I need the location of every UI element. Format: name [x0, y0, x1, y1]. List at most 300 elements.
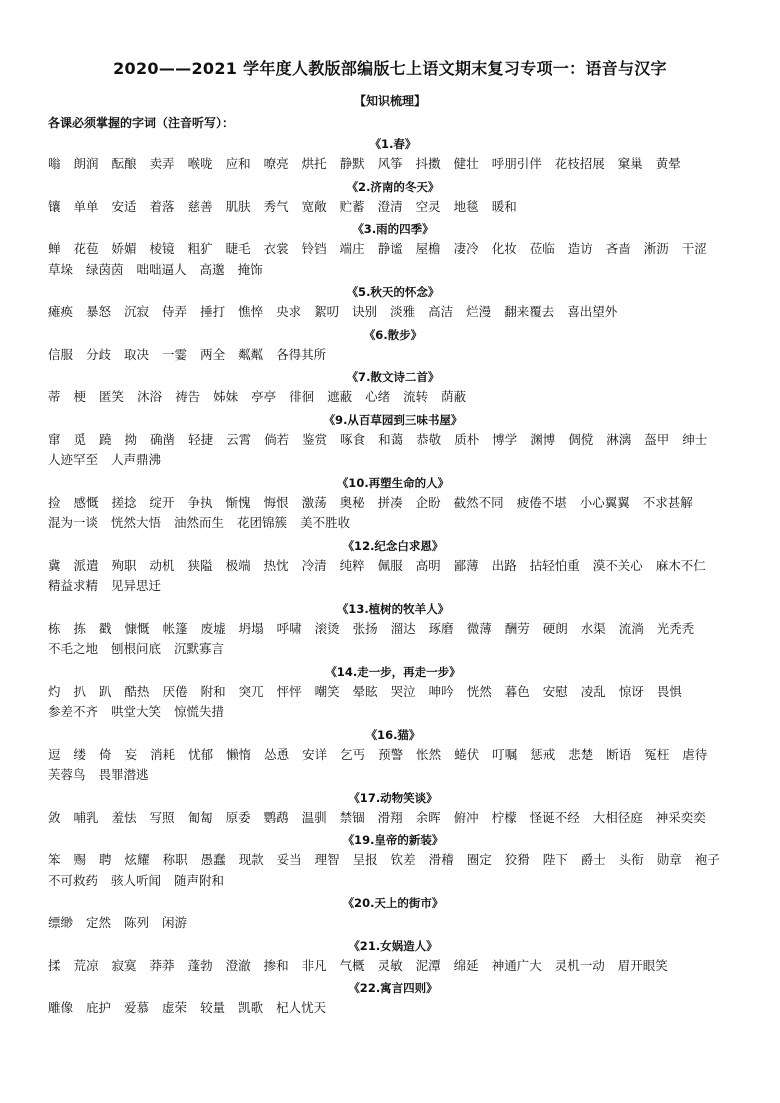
lesson-section [48, 830, 738, 891]
vocab-word: 企盼 [415, 494, 441, 510]
vocab-word: 愚蠢 [200, 852, 226, 867]
vocab-word: 粼粼 [238, 346, 264, 362]
vocab-word: 安适 [111, 198, 137, 214]
vocab-word: 肌肤 [225, 198, 251, 214]
vocab-word: 蒂 [48, 389, 61, 404]
vocab-word: 陛下 [542, 852, 568, 867]
vocab-word: 称职 [162, 852, 188, 867]
vocab-word: 淡雅 [390, 304, 416, 319]
word-list [48, 998, 738, 1019]
vocab-word: 闲游 [162, 915, 188, 930]
word-list [48, 619, 738, 660]
vocab-word: 钦差 [390, 852, 416, 867]
vocab-word: 滑稽 [428, 852, 454, 867]
vocab-word: 着落 [149, 198, 175, 214]
vocab-word: 凯歌 [238, 1000, 264, 1015]
vocab-word: 刨根问底 [111, 641, 162, 656]
vocab-word: 咄咄逼人 [136, 261, 187, 277]
vocab-word: 不可救药 [48, 872, 99, 888]
vocab-word: 掩饰 [237, 261, 263, 277]
lesson-section [48, 536, 738, 597]
vocab-word: 嘲笑 [314, 683, 340, 699]
vocab-word: 棱镜 [149, 241, 175, 256]
vocab-word: 花枝招展 [554, 156, 605, 171]
word-list [48, 239, 738, 280]
lesson-section [48, 282, 738, 323]
vocab-word: 精益求精 [48, 578, 99, 593]
vocab-word: 懒惰 [226, 746, 252, 762]
vocab-word: 花团锦簇 [237, 515, 288, 530]
vocab-word: 倜傥 [568, 431, 594, 447]
vocab-word: 扒 [73, 683, 87, 699]
vocab-word: 狡猾 [504, 852, 530, 867]
vocab-word: 坍塌 [238, 620, 264, 636]
lesson-section [48, 978, 738, 1019]
vocab-word: 缥缈 [48, 915, 74, 930]
vocab-word: 一霎 [162, 346, 188, 362]
vocab-word: 央求 [276, 304, 302, 319]
vocab-word: 揉 [48, 957, 61, 973]
vocab-word: 睫毛 [225, 241, 251, 256]
vocab-word: 酷热 [124, 683, 150, 699]
vocab-word: 化妆 [491, 241, 517, 256]
vocab-word: 灵敏 [377, 957, 403, 973]
vocab-word: 厌倦 [162, 683, 188, 699]
vocab-word: 狭隘 [187, 557, 213, 573]
vocab-word: 暴怒 [86, 304, 112, 319]
vocab-word: 虐待 [682, 746, 708, 762]
vocab-word: 卖弄 [149, 156, 175, 171]
vocab-word: 抖擞 [415, 156, 441, 171]
vocab-word: 宽敞 [301, 198, 327, 214]
word-list [48, 956, 738, 977]
vocab-word: 健壮 [453, 156, 479, 171]
vocab-word: 妄 [124, 746, 138, 762]
vocab-word: 心绪 [365, 389, 391, 404]
vocab-word: 和蔼 [378, 431, 404, 447]
lesson-section [48, 367, 738, 408]
intro-text: 各课必须掌握的字词（注音听写）： [48, 116, 235, 130]
vocab-word: 绵延 [453, 957, 479, 973]
vocab-word: 雕像 [48, 1000, 74, 1015]
vocab-word: 感慨 [73, 494, 99, 510]
vocab-word: 酝酿 [111, 156, 137, 171]
vocab-word: 沉寂 [124, 304, 150, 319]
vocab-word: 水渠 [580, 620, 606, 636]
lesson-section [48, 410, 738, 471]
vocab-word: 冷清 [301, 557, 327, 573]
vocab-word: 逗 [48, 746, 61, 762]
vocab-word: 殉职 [111, 557, 137, 573]
vocab-word: 人声鼎沸 [111, 452, 162, 467]
vocab-word: 呼朋引伴 [491, 156, 542, 171]
vocab-word: 鄙薄 [453, 557, 479, 573]
lesson-heading: 《7.散文诗二首》 [346, 370, 440, 384]
vocab-word: 沐浴 [137, 389, 163, 404]
vocab-word: 神通广大 [491, 957, 542, 973]
vocab-word: 断语 [606, 746, 632, 762]
vocab-word: 侍弄 [162, 304, 188, 319]
vocab-word: 黄晕 [655, 156, 681, 171]
lesson-heading: 《13.植树的牧羊人》 [336, 601, 450, 616]
vocab-word: 恍然 [466, 683, 492, 699]
vocab-word: 硬朗 [542, 620, 568, 636]
vocab-word: 暮色 [504, 683, 530, 699]
word-list [48, 493, 738, 534]
vocab-word: 静谧 [377, 241, 403, 256]
vocab-word: 光秃秃 [656, 620, 695, 636]
vocab-word: 晕眩 [352, 683, 378, 699]
word-list [48, 345, 738, 366]
vocab-word: 爱慕 [124, 1000, 150, 1015]
vocab-word: 造访 [567, 241, 593, 256]
vocab-word: 诀别 [352, 304, 378, 319]
vocab-word: 粗犷 [187, 241, 213, 256]
vocab-word: 不毛之地 [48, 641, 99, 656]
vocab-word: 奥秘 [339, 494, 365, 510]
vocab-word: 妥当 [276, 852, 302, 867]
vocab-word: 掺和 [263, 957, 289, 973]
vocab-word: 酬劳 [504, 620, 530, 636]
vocab-word: 绅士 [682, 431, 708, 447]
vocab-word: 端庄 [339, 241, 365, 256]
vocab-word: 单单 [73, 198, 99, 214]
vocab-word: 屋檐 [415, 241, 441, 256]
vocab-word: 激荡 [301, 494, 327, 510]
vocab-word: 慷慨 [124, 620, 150, 636]
vocab-word: 地毯 [453, 198, 479, 214]
vocab-word: 镶 [48, 198, 61, 214]
lesson-section [48, 599, 738, 660]
vocab-word: 消耗 [150, 746, 176, 762]
vocab-word: 云霄 [226, 431, 252, 447]
lesson-section [48, 473, 738, 534]
vocab-word: 见异思迁 [111, 578, 162, 593]
vocab-word: 预警 [378, 746, 404, 762]
vocab-word: 祷告 [175, 389, 201, 404]
vocab-word: 聘 [99, 852, 112, 867]
word-list [48, 387, 738, 408]
lesson-section [48, 893, 738, 934]
vocab-word: 惊讶 [618, 683, 644, 699]
lesson-heading: 《22.寓言四则》 [348, 981, 438, 995]
vocab-word: 绽开 [149, 494, 175, 510]
vocab-word: 嘹亮 [263, 156, 289, 171]
vocab-word: 帐篷 [162, 620, 188, 636]
vocab-word: 怦怦 [276, 683, 302, 699]
vocab-word: 怪诞不经 [529, 809, 580, 825]
lesson-section [48, 219, 738, 280]
vocab-word: 灼 [48, 683, 61, 699]
lesson-heading: 《12.纪念白求恩》 [342, 538, 444, 553]
vocab-word: 安详 [302, 746, 328, 762]
vocab-word: 出路 [491, 557, 517, 573]
vocab-word: 理智 [314, 852, 340, 867]
vocab-word: 冤枉 [644, 746, 670, 762]
vocab-word: 啄食 [340, 431, 366, 447]
vocab-word: 冀 [48, 557, 61, 573]
lesson-heading: 《20.天上的街市》 [342, 896, 444, 910]
lesson-heading: 《21.女娲造人》 [348, 938, 438, 953]
vocab-word: 纯粹 [339, 557, 365, 573]
vocab-word: 凌乱 [580, 683, 606, 699]
vocab-word: 呈报 [352, 852, 378, 867]
vocab-word: 蜷伏 [454, 746, 480, 762]
vocab-word: 附和 [200, 683, 226, 699]
vocab-word: 绿茵茵 [86, 261, 124, 277]
word-list [48, 154, 738, 175]
vocab-word: 废墟 [200, 620, 226, 636]
vocab-word: 吝啬 [605, 241, 631, 256]
vocab-word: 翻来覆去 [504, 304, 555, 319]
vocab-word: 拣 [73, 620, 87, 636]
word-list [48, 430, 738, 471]
vocab-word: 安慰 [542, 683, 568, 699]
word-list [48, 682, 738, 723]
vocab-word: 朗润 [73, 156, 99, 171]
vocab-word: 高洁 [428, 304, 454, 319]
vocab-word: 空灵 [415, 198, 441, 214]
vocab-word: 非凡 [301, 957, 327, 973]
vocab-word: 恭敬 [416, 431, 442, 447]
vocab-word: 草垛 [48, 261, 74, 277]
vocab-word: 喉咙 [187, 156, 213, 171]
lesson-heading: 《19.皇帝的新装》 [342, 833, 444, 847]
vocab-word: 哄堂大笑 [111, 704, 162, 719]
lesson-heading: 《2.济南的冬天》 [346, 179, 440, 194]
lesson-sections [48, 132, 738, 1019]
vocab-word: 窠巢 [617, 156, 643, 171]
vocab-word: 原委 [225, 809, 251, 825]
vocab-word: 拈轻怕重 [529, 557, 580, 573]
vocab-word: 恍然大悟 [111, 515, 162, 530]
vocab-word: 漠不关心 [592, 557, 643, 573]
vocab-word: 惊慌失措 [174, 704, 225, 719]
vocab-word: 佩服 [377, 557, 403, 573]
vocab-word: 遮蔽 [327, 389, 353, 404]
vocab-word: 捡 [48, 494, 61, 510]
vocab-word: 哭泣 [390, 683, 416, 699]
vocab-word: 嗡 [48, 156, 61, 171]
vocab-word: 各得其所 [276, 346, 327, 362]
word-list [48, 556, 738, 597]
vocab-word: 不求甚解 [642, 494, 693, 510]
vocab-word: 柠檬 [491, 809, 517, 825]
vocab-word: 荫蔽 [441, 389, 467, 404]
vocab-word: 争执 [187, 494, 213, 510]
vocab-word: 博学 [492, 431, 518, 447]
vocab-word: 蓬勃 [187, 957, 213, 973]
vocab-word: 禁锢 [339, 809, 365, 825]
vocab-word: 淋漓 [606, 431, 632, 447]
vocab-word: 高邈 [199, 261, 225, 277]
vocab-word: 突兀 [238, 683, 264, 699]
lesson-heading: 《17.动物笑谈》 [348, 790, 438, 805]
vocab-word: 蝉 [48, 241, 61, 256]
vocab-word: 动机 [149, 557, 175, 573]
vocab-word: 喜出望外 [567, 304, 618, 319]
word-list [48, 913, 738, 934]
vocab-word: 麻木不仁 [655, 557, 706, 573]
vocab-word: 趴 [99, 683, 112, 699]
vocab-word: 勋章 [656, 852, 682, 867]
vocab-word: 烘托 [301, 156, 327, 171]
vocab-word: 流转 [403, 389, 429, 404]
section-subtitle: 【知识梳理】 [353, 94, 426, 108]
vocab-word: 俯冲 [453, 809, 479, 825]
vocab-word: 觅 [73, 431, 87, 447]
lesson-section [48, 177, 738, 218]
lesson-heading: 《6.散步》 [363, 327, 423, 342]
lesson-heading: 《1.春》 [369, 137, 417, 151]
vocab-word: 鉴赏 [302, 431, 328, 447]
vocab-word: 哺乳 [73, 809, 99, 825]
vocab-word: 惭愧 [225, 494, 251, 510]
vocab-word: 灵机一动 [554, 957, 605, 973]
vocab-word: 神采奕奕 [655, 809, 706, 825]
vocab-word: 分歧 [86, 346, 112, 362]
vocab-word: 轻捷 [188, 431, 214, 447]
lesson-section [48, 936, 738, 977]
vocab-word: 烂漫 [466, 304, 492, 319]
vocab-word: 徘徊 [289, 389, 315, 404]
vocab-word: 溜达 [390, 620, 416, 636]
vocab-word: 忧郁 [188, 746, 214, 762]
vocab-word: 沉默寡言 [174, 641, 225, 656]
vocab-word: 美不胜收 [300, 515, 351, 530]
vocab-word: 乞丐 [340, 746, 366, 762]
vocab-word: 倚 [99, 746, 112, 762]
vocab-word: 疲倦不堪 [516, 494, 567, 510]
vocab-word: 寂寞 [111, 957, 137, 973]
lesson-heading: 《3.雨的四季》 [352, 222, 434, 236]
vocab-word: 高明 [415, 557, 441, 573]
vocab-word: 窜 [48, 431, 61, 447]
vocab-word: 呻吟 [428, 683, 454, 699]
vocab-word: 拼凑 [377, 494, 403, 510]
vocab-word: 热忱 [263, 557, 289, 573]
vocab-word: 取决 [124, 346, 150, 362]
vocab-word: 匿笑 [99, 389, 125, 404]
vocab-word: 温驯 [301, 809, 327, 825]
lesson-heading: 《10.再塑生命的人》 [336, 475, 450, 490]
vocab-word: 庇护 [86, 1000, 112, 1015]
vocab-word: 羞怯 [111, 809, 137, 825]
vocab-word: 杞人忧天 [276, 1000, 327, 1015]
vocab-word: 呼啸 [276, 620, 302, 636]
vocab-word: 参差不齐 [48, 704, 99, 719]
vocab-word: 捶打 [200, 304, 226, 319]
vocab-word: 现款 [238, 852, 264, 867]
vocab-word: 小心翼翼 [579, 494, 630, 510]
vocab-word: 截然不同 [453, 494, 504, 510]
vocab-word: 气概 [339, 957, 365, 973]
vocab-word: 滑翔 [377, 809, 403, 825]
word-list [48, 197, 738, 218]
vocab-word: 随声附和 [174, 872, 225, 888]
vocab-word: 微薄 [466, 620, 492, 636]
vocab-word: 盔甲 [644, 431, 670, 447]
vocab-word: 蹺 [99, 431, 112, 447]
vocab-word: 憔悴 [238, 304, 264, 319]
vocab-word: 爵士 [580, 852, 606, 867]
vocab-word: 信服 [48, 346, 74, 362]
vocab-word: 陈列 [124, 915, 150, 930]
vocab-word: 余晖 [415, 809, 441, 825]
vocab-word: 悲楚 [568, 746, 594, 762]
vocab-word: 搓捻 [111, 494, 137, 510]
vocab-word: 大相径庭 [592, 809, 643, 825]
vocab-word: 秀气 [263, 198, 289, 214]
vocab-word: 澄澈 [225, 957, 251, 973]
vocab-word: 定然 [86, 915, 112, 930]
lesson-section [48, 325, 738, 366]
word-list [48, 302, 738, 323]
vocab-word: 敛 [48, 809, 61, 825]
lesson-section [48, 134, 738, 175]
vocab-word: 干涩 [681, 241, 707, 256]
vocab-word: 张扬 [352, 620, 378, 636]
vocab-word: 拗 [124, 431, 138, 447]
vocab-word: 骇人听闻 [111, 872, 162, 888]
vocab-word: 渊博 [530, 431, 556, 447]
vocab-word: 炫耀 [124, 852, 150, 867]
vocab-word: 慈善 [187, 198, 213, 214]
lesson-heading: 《14.走一步，再走一步》 [325, 664, 461, 679]
vocab-word: 惩戒 [530, 746, 556, 762]
vocab-word: 眉开眼笑 [617, 957, 668, 973]
vocab-word: 琢磨 [428, 620, 454, 636]
vocab-word: 两全 [200, 346, 226, 362]
vocab-word: 怅然 [416, 746, 442, 762]
vocab-word: 亭亭 [251, 389, 277, 404]
vocab-word: 怂恿 [264, 746, 290, 762]
vocab-word: 圈定 [466, 852, 492, 867]
vocab-word: 袍子 [694, 852, 720, 867]
vocab-word: 芙蓉鸟 [48, 767, 86, 782]
vocab-word: 淅沥 [643, 241, 669, 256]
vocab-word: 莅临 [529, 241, 555, 256]
vocab-word: 鹦鹉 [263, 809, 289, 825]
vocab-word: 倘若 [264, 431, 290, 447]
word-list [48, 745, 738, 786]
vocab-word: 混为一谈 [48, 515, 99, 530]
vocab-word: 写照 [149, 809, 175, 825]
vocab-word: 叮嘱 [492, 746, 518, 762]
vocab-word: 澄清 [377, 198, 403, 214]
vocab-word: 畏惧 [656, 683, 682, 699]
vocab-word: 姊妹 [213, 389, 239, 404]
word-list [48, 808, 738, 829]
vocab-word: 质朴 [454, 431, 480, 447]
vocab-word: 确凿 [150, 431, 176, 447]
vocab-word: 荒凉 [73, 957, 99, 973]
vocab-word: 应和 [225, 156, 251, 171]
vocab-word: 悔恨 [263, 494, 289, 510]
vocab-word: 花苞 [73, 241, 99, 256]
vocab-word: 极端 [225, 557, 251, 573]
lesson-section [48, 788, 738, 829]
vocab-word: 衣裳 [263, 241, 289, 256]
vocab-word: 泥潭 [415, 957, 441, 973]
vocab-word: 暖和 [491, 198, 517, 214]
vocab-word: 头衔 [618, 852, 644, 867]
vocab-word: 笨 [48, 852, 61, 867]
lesson-heading: 《9.从百草园到三味书屋》 [323, 412, 463, 427]
vocab-word: 畏罪潜逃 [98, 767, 149, 782]
word-list [48, 850, 738, 891]
vocab-word: 戳 [99, 620, 112, 636]
